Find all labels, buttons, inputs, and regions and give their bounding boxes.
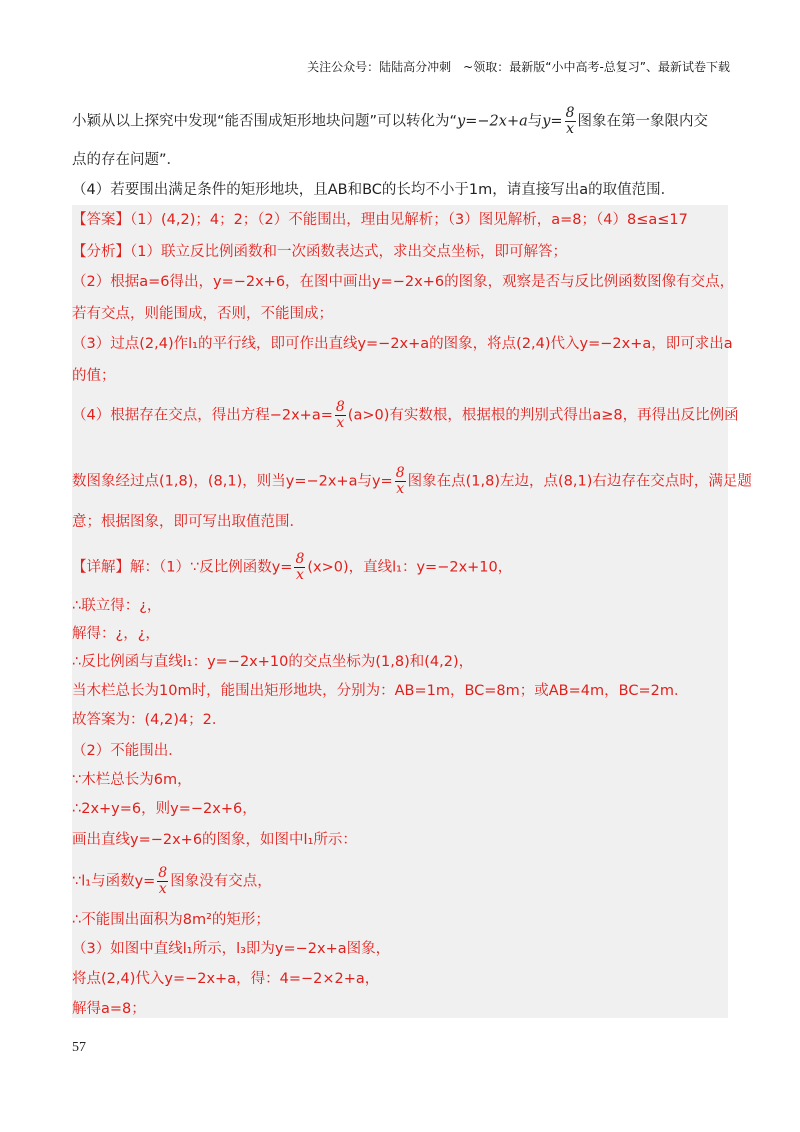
detail-d15: 解得a=8； xyxy=(72,1001,146,1017)
detail-d2: ∴联立得：¿， xyxy=(72,598,162,614)
analysis-p3: （3）过点(2,4)作l₁的平行线，即可作出直线y=−2x+a的图象，将点(2,4)代入y=−2x+a，即可求出a xyxy=(72,336,733,352)
question-4: （4）若要围出满足条件的矩形地块，且AB和BC的长均不小于1m，请直接写出a的取值范围． xyxy=(72,182,676,198)
analysis-p2: （2）根据a=6得出，y=−2x+6，在图中画出y=−2x+6的图象，观察是否与反比例函数图像有交点， xyxy=(72,274,735,290)
fraction-8-over-x: $\frac{8}{x}$ xyxy=(395,465,405,497)
intro-line-1: 小颖从以上探究中发现“能否围成矩形地块问题”可以转化为“y=−2x+a与y= $\frac{8}{x}$ 图象在第一象限内交 xyxy=(72,105,708,137)
detail-d6: 故答案为：(4,2)4；2． xyxy=(72,712,227,728)
detail-d7: （2）不能围出． xyxy=(72,743,183,759)
analysis-title: 【分析】（1）联立反比例函数和一次函数表达式，求出交点坐标，即可解答； xyxy=(72,244,567,260)
fraction-8-over-x: $\frac{8}{x}$ xyxy=(295,551,305,583)
analysis-p4d: 意；根据图象，即可写出取值范围． xyxy=(72,514,304,530)
detail-d11: ∵l₁与函数y= $\frac{8}{x}$ 图象没有交点， xyxy=(72,865,272,897)
answer-line: 【答案】（1）(4,2)；4；2；（2）不能围出，理由见解析；（3）图见解析，a=8；（4）8≤a≤17 xyxy=(72,212,688,228)
detail-d12: ∴不能围出面积为8m²的矩形； xyxy=(72,912,270,928)
analysis-p3b: 的值； xyxy=(72,368,116,384)
page-number: 57 xyxy=(72,1040,86,1055)
detail-d3: 解得：¿，¿， xyxy=(72,626,160,642)
analysis-p2b: 若有交点，则能围成，否则，不能围成； xyxy=(72,306,333,322)
fraction-8-over-x: $\frac{8}{x}$ xyxy=(158,865,168,897)
detail-d1: 【详解】解：（1）∵反比例函数y= $\frac{8}{x}$ (x>0)，直线l₁：y=−2x+10， xyxy=(72,551,513,583)
detail-d5: 当木栏总长为10m时，能围出矩形地块，分别为：AB=1m，BC=8m；或AB=4m，BC=2m． xyxy=(72,683,689,699)
fraction-8-over-x: $\frac{8}{x}$ xyxy=(335,399,345,431)
detail-d9: ∴2x+y=6，则y=−2x+6， xyxy=(72,801,257,817)
analysis-p4: （4）根据存在交点，得出方程−2x+a= $\frac{8}{x}$ (a>0)有实数根，根据根的判别式得出a≥8，再得出反比例函 xyxy=(72,399,739,431)
fraction-8-over-x: $\frac{8}{x}$ xyxy=(565,105,575,137)
detail-d13: （3）如图中直线l₁所示，l₃即为y=−2x+a图象， xyxy=(72,941,391,957)
detail-d8: ∵木栏总长为6m， xyxy=(72,772,192,788)
intro-line-2: 点的存在问题”． xyxy=(72,152,182,168)
detail-d4: ∴反比例函与直线l₁：y=−2x+10的交点坐标为(1,8)和(4,2)， xyxy=(72,654,474,670)
analysis-p4c: 数图象经过点(1,8)，(8,1)，则当y=−2x+a与y= $\frac{8}{x}$ 图象在点(1,8)左边，点(8,1)右边存在交点时，满足题 xyxy=(72,465,752,497)
detail-d14: 将点(2,4)代入y=−2x+a，得：4=−2×2+a， xyxy=(72,971,380,987)
page-header: 关注公众号：陆陆高分冲刺 ~领取：最新版“小中高考-总复习”、最新试卷下载 xyxy=(307,60,730,74)
detail-d10: 画出直线y=−2x+6的图象，如图中l₁所示： xyxy=(72,832,357,848)
